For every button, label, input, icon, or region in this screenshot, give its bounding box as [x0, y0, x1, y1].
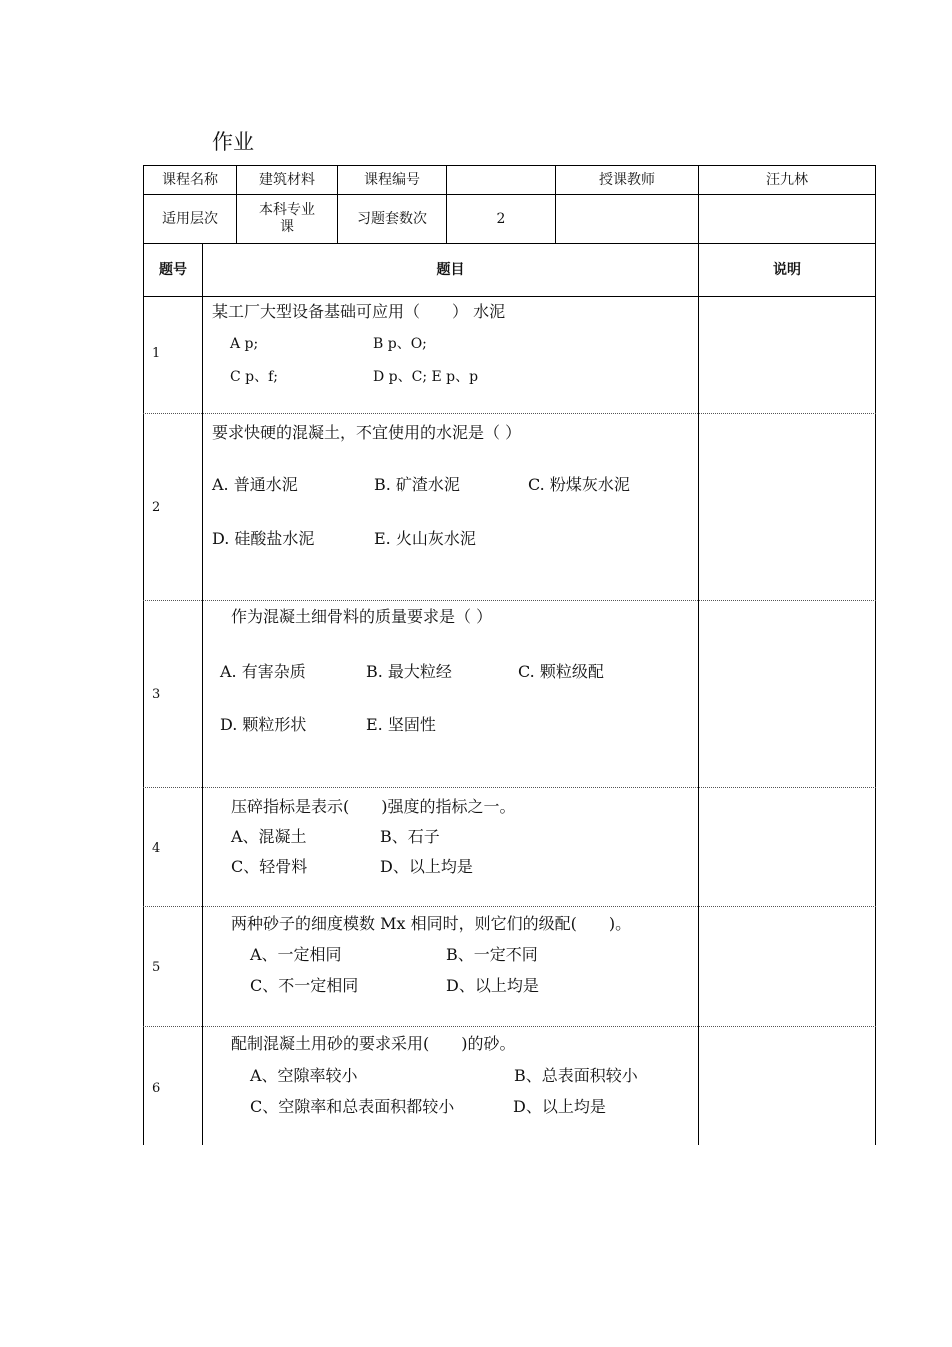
- column-number-header: 题号: [159, 261, 187, 278]
- question-1-option-a: A p;: [230, 336, 259, 352]
- level-value: [237, 195, 337, 243]
- set-number: 2: [496, 210, 506, 227]
- question-5-option-c: C、不一定相同: [250, 976, 359, 995]
- question-3-option-c: C. 颗粒级配: [518, 662, 604, 681]
- page-title: 作业: [212, 130, 254, 154]
- question-number-6: 6: [152, 1081, 161, 1096]
- question-5-option-a: A、一定相同: [250, 945, 342, 964]
- course-code: [447, 166, 555, 194]
- question-1-option-c: C p、f;: [230, 369, 279, 385]
- question-2-option-e: E. 火山灰水泥: [374, 529, 476, 548]
- question-1-option-d: D p、C; E p、p: [373, 369, 479, 385]
- teacher-name: 汪九林: [766, 171, 808, 188]
- question-number-2: 2: [152, 500, 161, 515]
- set-label: 习题套数次: [357, 210, 427, 227]
- question-2-option-c: C. 粉煤灰水泥: [528, 475, 630, 494]
- question-6-option-d: D、以上均是: [513, 1097, 606, 1116]
- column-note-header: 说明: [773, 261, 801, 278]
- question-3-option-e: E. 坚固性: [366, 715, 436, 734]
- question-3-option-b: B. 最大粒经: [366, 662, 452, 681]
- question-number-3: 3: [152, 687, 161, 702]
- question-text-6: 配制混凝土用砂的要求采用( )的砂。: [231, 1034, 516, 1053]
- question-text-5: 两种砂子的细度模数 Mx 相同时，则它们的级配( )。: [231, 914, 632, 933]
- question-number-4: 4: [152, 841, 161, 856]
- question-6-option-c: C、空隙率和总表面积都较小: [250, 1097, 455, 1116]
- question-6-option-a: A、空隙率较小: [250, 1066, 358, 1085]
- question-2-option-d: D. 硅酸盐水泥: [212, 529, 315, 548]
- course-code-label: 课程编号: [364, 171, 420, 188]
- question-number-5: 5: [152, 960, 161, 975]
- question-4-option-a: A、混凝土: [231, 827, 307, 846]
- question-2-option-b: B. 矿渣水泥: [374, 475, 460, 494]
- question-text-3: 作为混凝土细骨料的质量要求是（ ）: [231, 607, 493, 626]
- course-name-label: 课程名称: [162, 171, 218, 188]
- question-6-option-b: B、总表面积较小: [514, 1066, 638, 1085]
- question-5-option-b: B、一定不同: [446, 945, 538, 964]
- question-text-1: 某工厂大型设备基础可应用（ ） 水泥: [212, 302, 506, 321]
- course-name: 建筑材料: [259, 171, 315, 188]
- question-5-option-d: D、以上均是: [446, 976, 539, 995]
- question-4-option-c: C、轻骨料: [231, 857, 308, 876]
- question-4-option-b: B、石子: [380, 827, 440, 846]
- question-text-4: 压碎指标是表示( )强度的指标之一。: [231, 797, 516, 816]
- question-4-option-d: D、以上均是: [380, 857, 473, 876]
- question-3-option-d: D. 颗粒形状: [220, 715, 307, 734]
- question-number-1: 1: [152, 346, 161, 361]
- column-question-header: 题目: [436, 261, 465, 278]
- level-line-1: 本科专业: [259, 202, 315, 218]
- question-text-2: 要求快硬的混凝土，不宜使用的水泥是（ ）: [212, 423, 522, 442]
- level-line-2: 课: [280, 219, 294, 235]
- teacher-label: 授课教师: [599, 171, 655, 188]
- question-1-option-b: B p、O;: [373, 336, 427, 352]
- question-2-option-a: A. 普通水泥: [212, 475, 298, 494]
- question-3-option-a: A. 有害杂质: [220, 662, 306, 681]
- level-label: 适用层次: [162, 210, 218, 227]
